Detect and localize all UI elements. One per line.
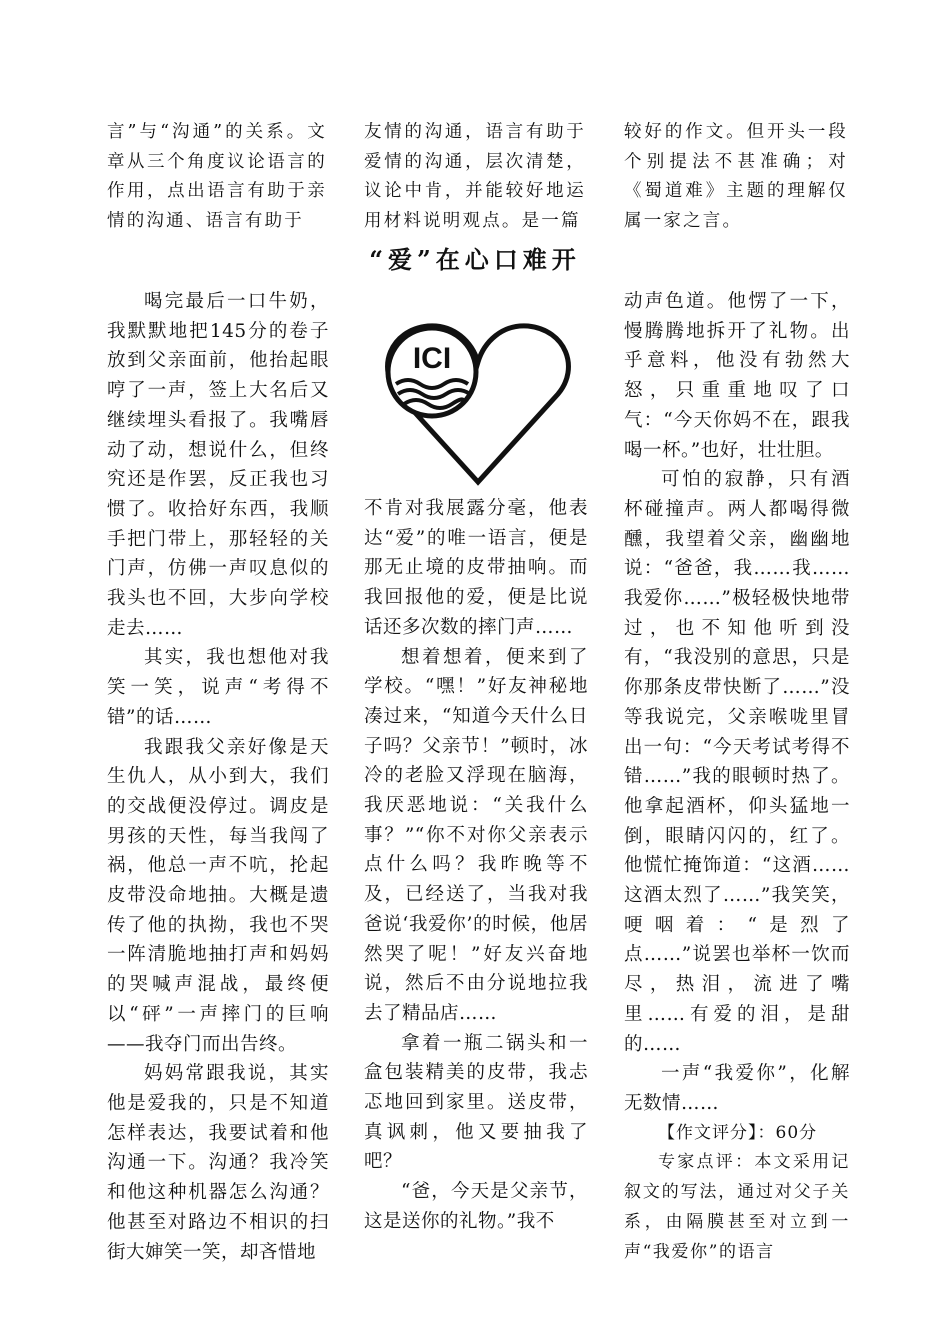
paragraph: 不肯对我展露分毫，他表达“爱”的唯一语言，便是那无止境的皮带抽响。而我回报他的爱，便是比说话还多次数的摔门声…… (364, 498, 588, 638)
top-comment-col3 (624, 118, 848, 236)
paragraph: 可怕的寂静，只有酒杯碰撞声。两人都喝得微醺，我望着父亲，幽幽地说：“爸爸，我……我……我爱你……”极轻极快地带过，也不知他听到没有，“我没别的意思，只是你那条皮带快断了……”没等我说完，父亲喉咙里冒出一句：“今天考试考得不错……”我的眼顿时热了。他拿起酒杯，仰头猛地一倒，眼睛闪闪的，红了。他慌忙掩饰道：“这酒……这酒太烈了……”我笑笑，哽咽着：“是烈了点……”说罢也举杯一饮而尽，热泪，流进了嘴里……有爱的泪，是甜的…… (624, 469, 850, 1055)
paragraph: 动声色道。他愣了一下，慢腾腾地拆开了礼物。出乎意料，他没有勃然大怒，只重重地叹了口气：“今天你妈不在，跟我喝一杯。”也好，壮壮胆。 (624, 291, 850, 461)
top-comment-col1 (107, 118, 327, 236)
article-title: “爱”在心口难开 (369, 245, 581, 274)
paragraph: 一声“我爱你”，化解无数情…… (624, 1063, 850, 1114)
paragraph: 想着想着，便来到了学校。“嘿！”好友神秘地凑过来，“知道今天什么日子吗？父亲节！”顿时，冰冷的老脸又浮现在脑海，我厌恶地说：“关我什么事？”“你不对你父亲表示点什么吗？我昨晚等不及，已经送了，当我对我爸说‘我爱你’的时候，他居然哭了呢！”好友兴奋地说，然后不由分说地拉我去了精品店…… (364, 646, 588, 1024)
top-comment-text: 友情的沟通，语言有助于爱情的沟通，层次清楚，议论中肯，并能较好地运用材料说明观点。是一篇 (364, 122, 586, 231)
paragraph: 其实，我也想他对我笑一笑，说声“考得不错”的话…… (107, 647, 329, 728)
paragraph: 喝完最后一口牛奶，我默默地把145分的卷子放到父亲面前，他抬起眼哼了一声，签上大名后又继续埋头看报了。我嘴唇动了动，想说什么，但终究还是作罢，反正我也习惯了。收拾好东西，我顺手把门带上，那轻轻的关门声，仿佛一声叹息似的我头也不回，大步向学校走去…… (107, 291, 329, 639)
article-col2 (364, 494, 588, 1237)
paragraph: 拿着一瓶二锅头和一盒包装精美的皮带，我忐忑地回到家里。送皮带，真讽刺，他又要抽我了吧？ (364, 1032, 588, 1173)
top-comment-col2 (364, 118, 586, 236)
article-col3 (624, 287, 850, 1267)
paragraph: 我跟我父亲好像是天生仇人，从小到大，我们的交战便没停过。调皮是男孩的天性，每当我闯了祸，他总一声不吭，抡起皮带没命地抽。大概是遗传了他的执拗，我也不哭一阵清脆地抽打声和妈妈的哭喊声混战，最终便以“砰”一声摔门的巨响——我夺门而出告终。 (107, 736, 329, 1055)
score-line: 【作文评分】：60分 (658, 1122, 818, 1143)
paragraph: 妈妈常跟我说，其实他是爱我的，只是不知道怎样表达，我要试着和他沟通一下。沟通？我冷笑和他这种机器怎么沟通？他甚至对路边不相识的扫街大婶笑一笑，却吝惜地 (107, 1063, 329, 1263)
top-comment-text: 言”与“沟通”的关系。文章从三个角度议论语言的作用，点出语言有助于亲情的沟通、语言有助于 (107, 122, 327, 231)
logo-text: ICI (412, 342, 452, 375)
paragraph: “爸，今天是父亲节，这是送你的礼物。”我不 (364, 1181, 588, 1232)
ici-heart-logo-icon (382, 312, 574, 492)
top-comment-text: 较好的作文。但开头一段个别提法不甚准确；对《蜀道难》主题的理解仅属一家之言。 (624, 122, 848, 231)
expert-review: 专家点评：本文采用记叙文的写法，通过对父子关系，由隔膜甚至对立到一声“我爱你”的语言 (624, 1152, 850, 1262)
article-col1 (107, 287, 329, 1267)
